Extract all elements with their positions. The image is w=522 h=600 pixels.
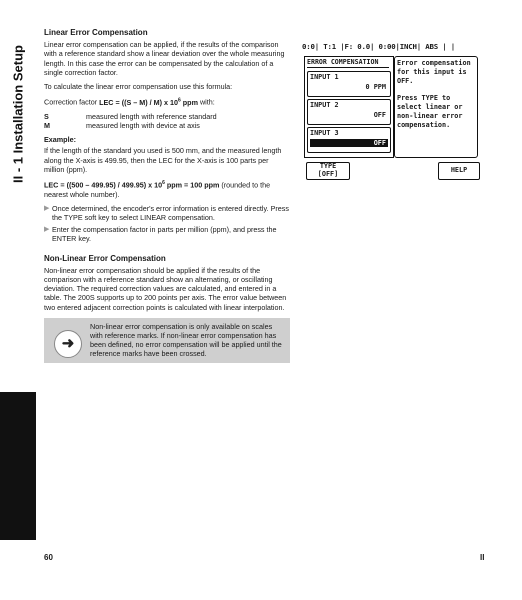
input-value: OFF <box>373 111 386 119</box>
input-value-selected: OFF <box>310 139 388 147</box>
input-2-field[interactable] <box>307 99 391 125</box>
input-label: INPUT 2 <box>310 101 339 109</box>
example-label: Example: <box>44 135 76 145</box>
sidebar <box>0 0 36 600</box>
list-item <box>44 225 290 243</box>
section-number: II <box>480 553 485 562</box>
page-number: 60 <box>44 553 53 562</box>
formula-unit: ppm <box>180 97 198 107</box>
help-text: Error compensation for this input is OFF. <box>397 59 471 85</box>
formula-prefix: Correction factor <box>44 97 100 107</box>
error-compensation-panel <box>304 56 394 158</box>
note-text: Non-linear error compensation is only available on scales with reference marks. If non-linear error compensation has been defined, no error compensation will be applied until the reference marks have been crossed. <box>90 321 282 359</box>
chapter-tab-bar <box>0 392 36 540</box>
calculation-line <box>44 179 290 199</box>
softkey-label: TYPE <box>319 162 337 170</box>
definition-key: M <box>44 121 50 131</box>
definition-row <box>44 112 290 121</box>
input-3-field[interactable] <box>307 127 391 153</box>
chapter-title-text: II - 1 Installation Setup <box>10 45 26 183</box>
paragraph: To calculate the linear error compensation use this formula: <box>44 82 233 92</box>
input-value: 0 PPM <box>365 83 386 91</box>
definition-text: measured length with device at axis <box>86 121 200 131</box>
help-softkey[interactable]: HELP <box>438 162 480 180</box>
help-panel <box>394 56 478 158</box>
formula-suffix: with: <box>197 97 215 107</box>
triangle-bullet-icon: ▶ <box>44 226 50 234</box>
calculation-exponent: 6 <box>162 180 165 187</box>
chapter-title <box>2 34 34 194</box>
note-box <box>44 318 290 363</box>
definition-key: S <box>44 111 49 121</box>
paragraph: Non-linear error compensation should be applied if the results of the comparison with a reference standard show an alternating, or oscillating deviation. The required correction values are calculated, and entered in a table. The 200S supports up to 200 points per axis. The error value between two entered adjacent correction points is calculated with linear interpolation. <box>44 265 287 312</box>
calculation-note: (rounded to the nearest whole number). <box>44 180 271 199</box>
section-heading-linear: Linear Error Compensation <box>44 28 148 37</box>
triangle-bullet-icon: ▶ <box>44 204 50 212</box>
calculation-result: ppm = 100 ppm <box>164 180 220 190</box>
paragraph: Linear error compensation can be applied, if the results of the comparison with a reference standard show a linear deviation over the whole measuring length. In this case the error can be compensated by the calculation of a single correction factor. <box>44 40 285 77</box>
input-label: INPUT 3 <box>310 129 339 137</box>
status-bar: 0:0| T:1 |F: 0.0| 0:00|INCH| ABS | | <box>302 42 455 51</box>
formula-line <box>44 96 290 107</box>
definition-row <box>44 121 290 130</box>
definition-text: measured length with reference standard <box>86 111 217 121</box>
list-item-text: Enter the compensation factor in parts per million (ppm), and press the ENTER key. <box>52 225 277 244</box>
panel-title: ERROR COMPENSATION <box>307 58 389 68</box>
arrow-right-icon: ➜ <box>54 330 82 358</box>
main-column <box>44 28 290 363</box>
example-paragraph: If the length of the standard you used is 500 mm, and the measured length along the X-axis is 499.95, then the LEC for the X-axis is 100 parts per million (ppm). <box>44 146 282 174</box>
help-text: Press TYPE to select linear or non-linear error compensation. <box>397 94 463 129</box>
list-item <box>44 204 290 222</box>
formula-text: LEC = ((S – M) / M) x 10 <box>99 97 179 107</box>
calculation: LEC = ((500 – 499.95) / 499.95) x 10 <box>44 180 163 190</box>
softkey-sublabel: [OFF] <box>317 169 339 178</box>
list-item-text: Once determined, the encoder's error information is entered directly. Press the TYPE soft key to select LINEAR compensation. <box>52 203 289 223</box>
input-1-field[interactable] <box>307 71 391 97</box>
input-label: INPUT 1 <box>310 73 339 81</box>
type-softkey[interactable] <box>306 162 350 180</box>
dro-screen <box>302 42 482 180</box>
formula-exponent: 6 <box>178 97 181 104</box>
formula <box>99 98 198 107</box>
section-heading-nonlinear: Non-Linear Error Compensation <box>44 253 166 263</box>
